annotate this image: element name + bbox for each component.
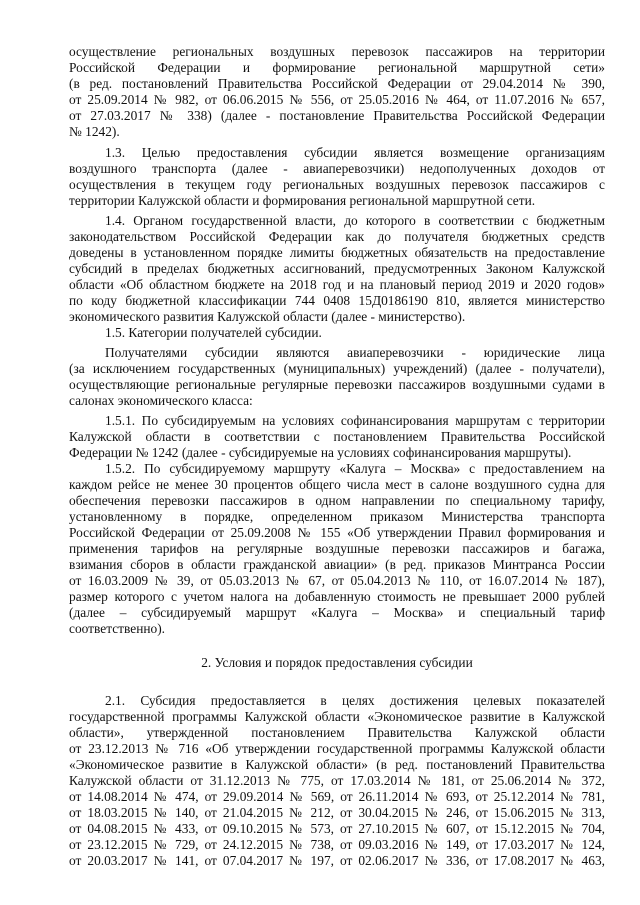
text-line: Калужской области в соответствии с постановлением Правительства Российской xyxy=(69,429,605,444)
text-line: Российской Федерации и формирование региональной маршрутной сети» xyxy=(69,60,605,75)
text-line: обеспечения перевозки пассажиров в одном направлении по специальному тарифу, xyxy=(69,493,605,508)
text-line: 1.3. Целью предоставления субсидии является возмещение организациям xyxy=(105,145,605,160)
text-line: от 18.03.2015 № 140, от 21.04.2015 № 212, от 30.04.2015 № 246, от 15.06.2015 № 313, xyxy=(69,805,605,820)
text-line: Российской Федерации от 25.09.2008 № 155 «Об утверждении Правил формирования и xyxy=(69,525,605,540)
text-line: 1.5.1. По субсидируемым на условиях софинансирования маршрутам с территории xyxy=(105,413,605,428)
text-line: от 20.03.2017 № 141, от 07.04.2017 № 197, от 02.06.2017 № 336, от 17.08.2017 № 463, xyxy=(69,853,605,868)
text-line: 1.5.2. По субсидируемому маршруту «Калуга – Москва» с предоставлением на xyxy=(105,461,605,476)
text-line: от 04.08.2015 № 433, от 09.10.2015 № 573, от 27.10.2015 № 607, от 15.12.2015 № 704, xyxy=(69,821,605,836)
text-line: (далее – субсидируемый маршрут «Калуга – Москва» и специальный тариф xyxy=(69,605,605,620)
section-heading: 2. Условия и порядок предоставления субсидии xyxy=(201,655,473,670)
text-line: № 1242). xyxy=(69,124,120,139)
text-line: от 25.09.2014 № 982, от 06.06.2015 № 556, от 25.05.2016 № 464, от 11.07.2016 № 657, xyxy=(69,92,605,107)
text-line: от 16.03.2009 № 39, от 05.03.2013 № 67, от 05.04.2013 № 110, от 16.07.2014 № 187), xyxy=(69,573,605,588)
text-line: 1.4. Органом государственной власти, до которого в соответствии с бюджетным xyxy=(105,213,605,228)
text-line: 1.5. Категории получателей субсидии. xyxy=(105,325,322,340)
text-line: Федерации № 1242 (далее - субсидируемые на условиях софинансирования маршруты). xyxy=(69,445,572,460)
text-line: от 27.03.2017 № 338) (далее - постановление Правительства Российской Федерации xyxy=(69,108,605,123)
text-line: установленному в порядке, определенном приказом Министерства транспорта xyxy=(69,509,605,524)
text-line: салонах экономического класса: xyxy=(69,393,253,408)
text-line: от 14.08.2014 № 474, от 29.09.2014 № 569, от 26.11.2014 № 693, от 25.12.2014 № 781, xyxy=(69,789,605,804)
text-line: законодательством Российской Федерации как до получателя бюджетных средств xyxy=(69,229,605,244)
text-line: территории Калужской области и формирования региональной маршрутной сети. xyxy=(69,193,536,208)
text-line: (в ред. постановлений Правительства Российской Федерации от 29.04.2014 № 390, xyxy=(69,76,605,91)
text-line: взимания сборов в области гражданской авиации» (в ред. приказов Минтранса России xyxy=(69,557,605,572)
text-line: осуществление региональных воздушных перевозок пассажиров на территории xyxy=(69,44,605,59)
text-line: осуществляющие региональные регулярные перевозки пассажиров воздушными судами в xyxy=(69,377,605,392)
text-line: от 23.12.2015 № 729, от 24.12.2015 № 738, от 09.03.2016 № 149, от 17.03.2017 № 124, xyxy=(69,837,605,852)
text-line: (за исключением государственных (муниципальных) учреждений) (далее - получатели), xyxy=(69,361,605,376)
text-line: размер которого с учетом налога на добавленную стоимость не превышает 2000 рублей xyxy=(69,589,605,604)
text-line: соответственно). xyxy=(69,621,166,636)
text-line: воздушного транспорта (далее - авиаперевозчики) недополученных доходов от xyxy=(69,161,605,176)
text-line: доведены в установленном порядке лимиты бюджетных обязательств на предоставление xyxy=(69,245,605,260)
text-line: осуществления в текущем году региональных воздушных перевозок пассажиров с xyxy=(69,177,605,192)
text-line: области «Об областном бюджете на 2018 год и на плановый период 2019 и 2020 годов» xyxy=(69,277,605,292)
text-line: Получателями субсидии являются авиаперевозчики - юридические лица xyxy=(105,345,605,360)
text-line: экономического развития Калужской области (далее - министерство). xyxy=(69,309,466,324)
text-line: от 23.12.2013 № 716 «Об утверждении государственной программы Калужской области xyxy=(69,741,605,756)
text-line: государственной программы Калужской области «Экономическое развитие в Калужской xyxy=(69,709,605,724)
text-line: каждом рейсе не менее 30 процентов общего числа мест в салоне воздушного судна для xyxy=(69,477,605,492)
text-line: субсидий в пределах бюджетных ассигнований, предусмотренных Законом Калужской xyxy=(69,261,605,276)
text-line: 2.1. Субсидия предоставляется в целях достижения целевых показателей xyxy=(105,693,605,708)
text-line: области», утвержденной постановлением Правительства Калужской области xyxy=(69,725,605,740)
text-line: Калужской области от 31.12.2013 № 775, от 17.03.2014 № 181, от 25.06.2014 № 372, xyxy=(69,773,605,788)
text-line: «Экономическое развитие в Калужской области» (в ред. постановлений Правительства xyxy=(69,757,605,772)
text-line: применения тарифов на регулярные воздушные перевозки пассажиров и багажа, xyxy=(69,541,605,556)
text-line: по коду бюджетной классификации 744 0408 15Д0186190 810, является министерство xyxy=(69,293,605,308)
